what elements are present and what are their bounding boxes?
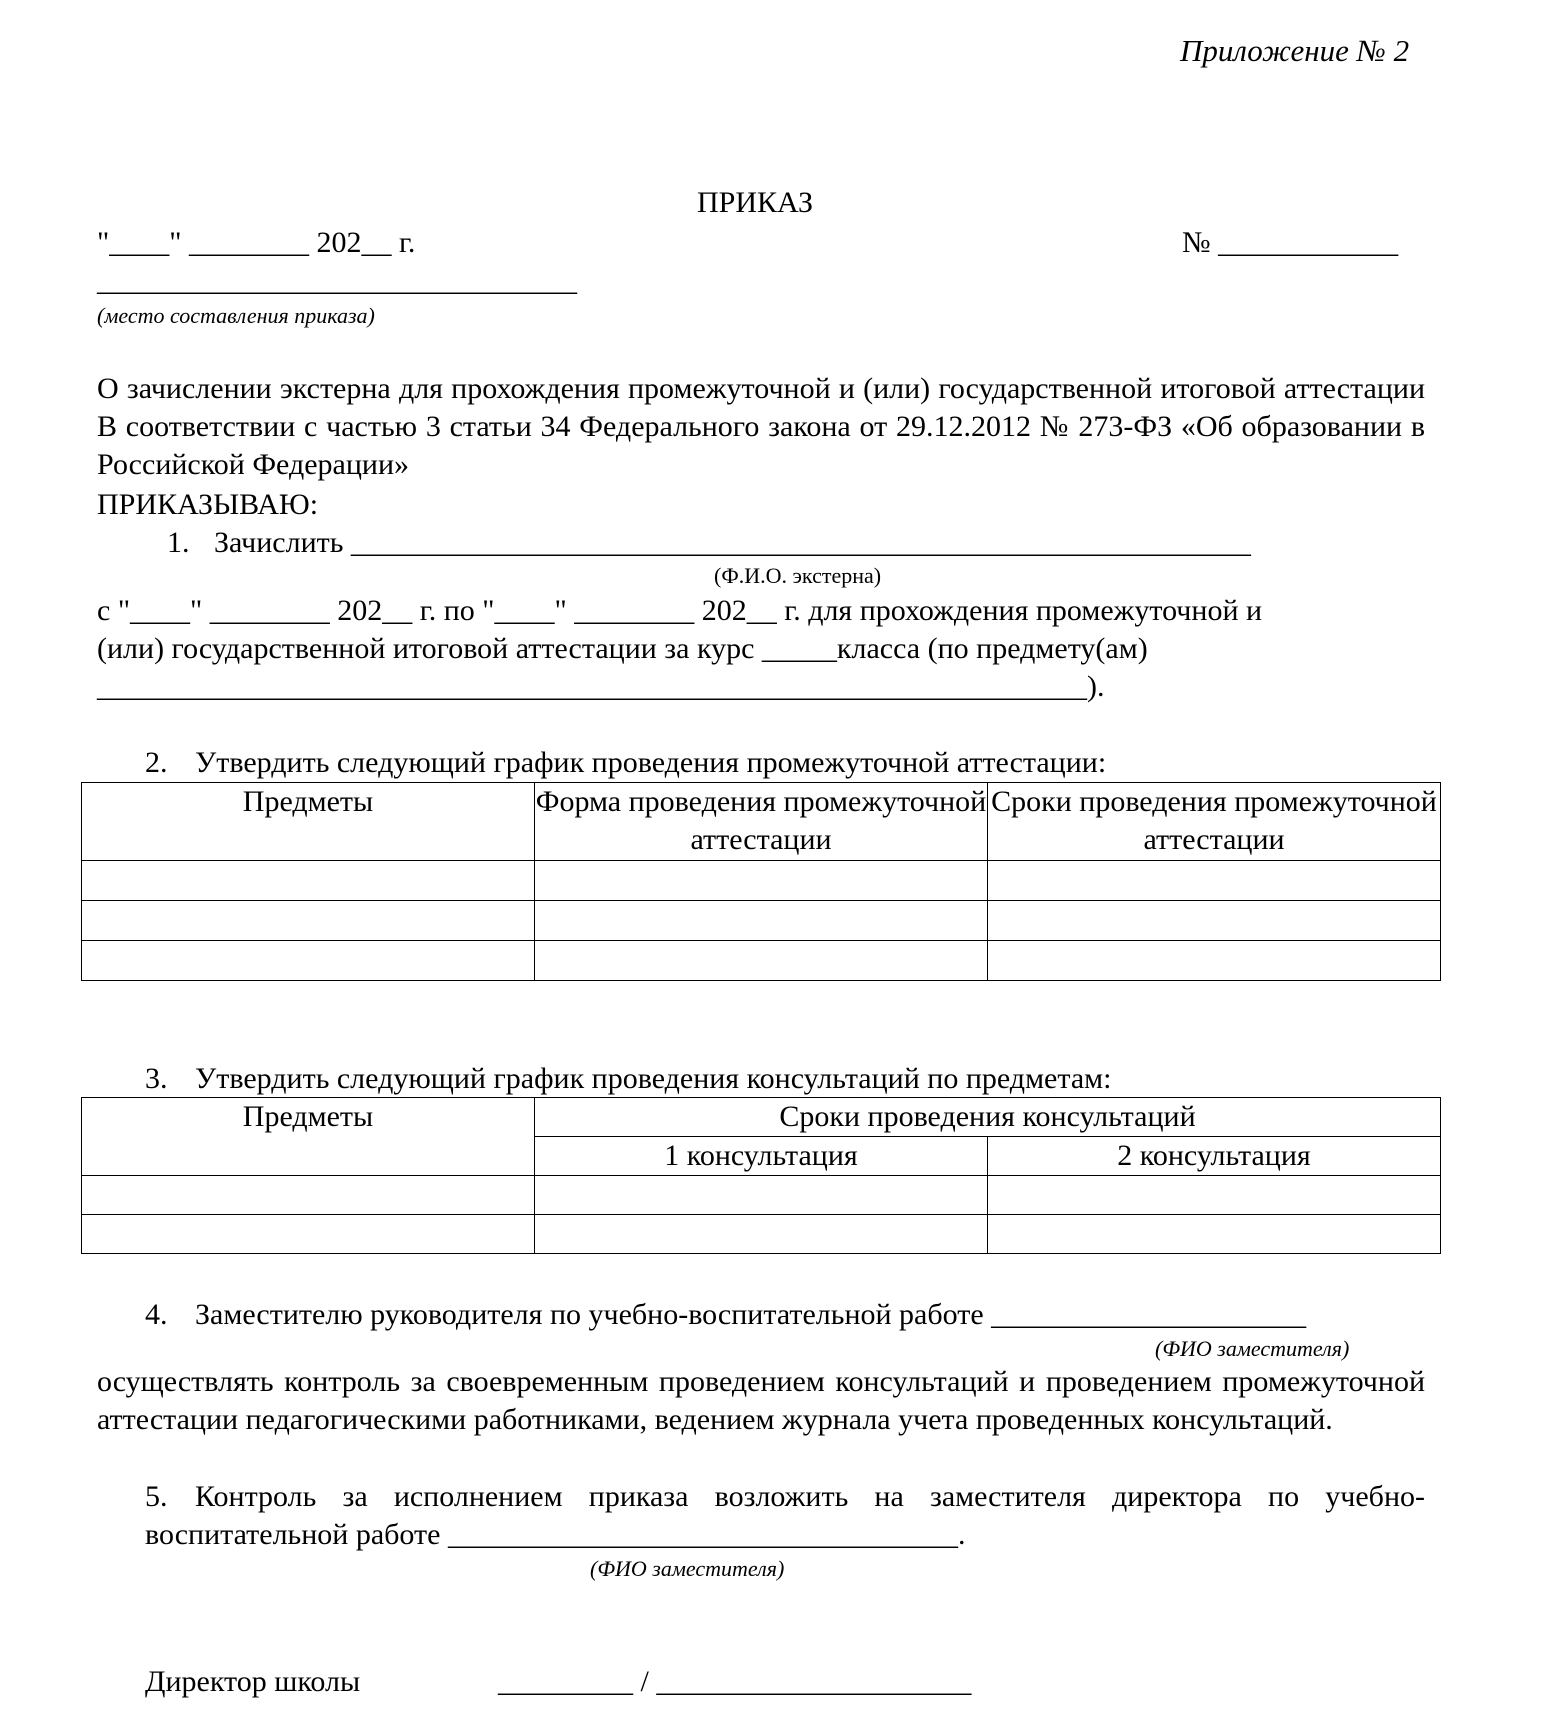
table-header-row	[82, 783, 1441, 861]
place-field: ________________________________	[97, 264, 577, 297]
table-row	[82, 1176, 1441, 1215]
table-cell	[82, 901, 535, 941]
table-cell	[535, 941, 988, 981]
table-cell	[82, 1215, 535, 1254]
header-consult-terms: Сроки проведения консультаций	[535, 1098, 1441, 1137]
table-cell	[535, 901, 988, 941]
table-row	[82, 861, 1441, 901]
item5-text: Контроль за исполнением приказа возложить на заместителя директора по учебно-воспитательной работе __________________________________.	[145, 1480, 1425, 1551]
header-consult-2: 2 консультация	[988, 1137, 1441, 1176]
table-cell	[82, 861, 535, 901]
header-form: Форма проведения промежуточной аттестации	[535, 783, 988, 861]
item1-line1: с "____" ________ 202__ г. по "____" ________ 202__ г. для прохождения промежуточной и	[97, 594, 1263, 627]
order-word: ПРИКАЗЫВАЮ:	[97, 488, 319, 521]
table-row	[82, 941, 1441, 981]
item1-number: 1.	[167, 526, 190, 559]
table-cell	[535, 1215, 988, 1254]
document-title: ПРИКАЗ	[697, 186, 813, 219]
item2-number: 2.	[145, 746, 168, 779]
item1-line2: (или) государственной итоговой аттестации за курс _____класса (по предмету(ам)	[97, 632, 1148, 665]
header-consult-1: 1 консультация	[535, 1137, 988, 1176]
order-subject: О зачислении экстерна для прохождения промежуточной и (или) государственной итоговой аттестации В соответствии с частью 3 статьи 34 Федерального закона от 29.12.2012 № 273-ФЗ «Об образовании в Российской Федерации»	[97, 372, 1425, 481]
table-cell	[82, 941, 535, 981]
table-cell	[988, 861, 1441, 901]
item4-number: 4.	[145, 1298, 168, 1331]
signature-lines: _________ / _____________________	[498, 1665, 972, 1698]
consultation-table	[81, 1097, 1441, 1254]
signature-label: Директор школы	[145, 1665, 361, 1698]
appendix-label: Приложение № 2	[1180, 33, 1410, 68]
item4-body: осуществлять контроль за своевременным проведением консультаций и проведением промежуточной аттестации педагогическими работниками, ведением журнала учета проведенных консультаций.	[97, 1365, 1425, 1436]
table-cell	[82, 1176, 535, 1215]
table-row	[82, 1215, 1441, 1254]
header-subjects: Предметы	[82, 783, 535, 861]
item2-text: Утвердить следующий график проведения промежуточной аттестации:	[195, 746, 1107, 779]
item5-caption: (ФИО заместителя)	[590, 1556, 785, 1581]
header-subjects: Предметы	[82, 1098, 535, 1176]
item3-number: 3.	[145, 1062, 168, 1095]
item3-text: Утвердить следующий график проведения консультаций по предметам:	[195, 1062, 1112, 1095]
table-cell	[988, 1215, 1441, 1254]
attestation-table	[81, 782, 1441, 981]
date-field: "____" ________ 202__ г.	[97, 226, 416, 259]
order-number-field: № ____________	[1182, 226, 1399, 259]
item4-text: Заместителю руководителя по учебно-воспитательной работе _____________________	[195, 1298, 1307, 1331]
item4-caption: (ФИО заместителя)	[1155, 1336, 1350, 1361]
place-caption: (место составления приказа)	[97, 303, 375, 328]
table-cell	[988, 901, 1441, 941]
item1-text: Зачислить ____________________________________________________________	[214, 526, 1251, 559]
item1-line3: __________________________________________________________________).	[97, 670, 1105, 703]
table-header-row	[82, 1098, 1441, 1137]
table-row	[82, 901, 1441, 941]
header-terms: Сроки проведения промежуточной аттестации	[988, 783, 1441, 861]
item5-number: 5.	[145, 1480, 168, 1513]
table-cell	[535, 861, 988, 901]
table-cell	[988, 1176, 1441, 1215]
table-cell	[988, 941, 1441, 981]
table-cell	[535, 1176, 988, 1215]
item1-caption: (Ф.И.О. экстерна)	[714, 563, 882, 588]
